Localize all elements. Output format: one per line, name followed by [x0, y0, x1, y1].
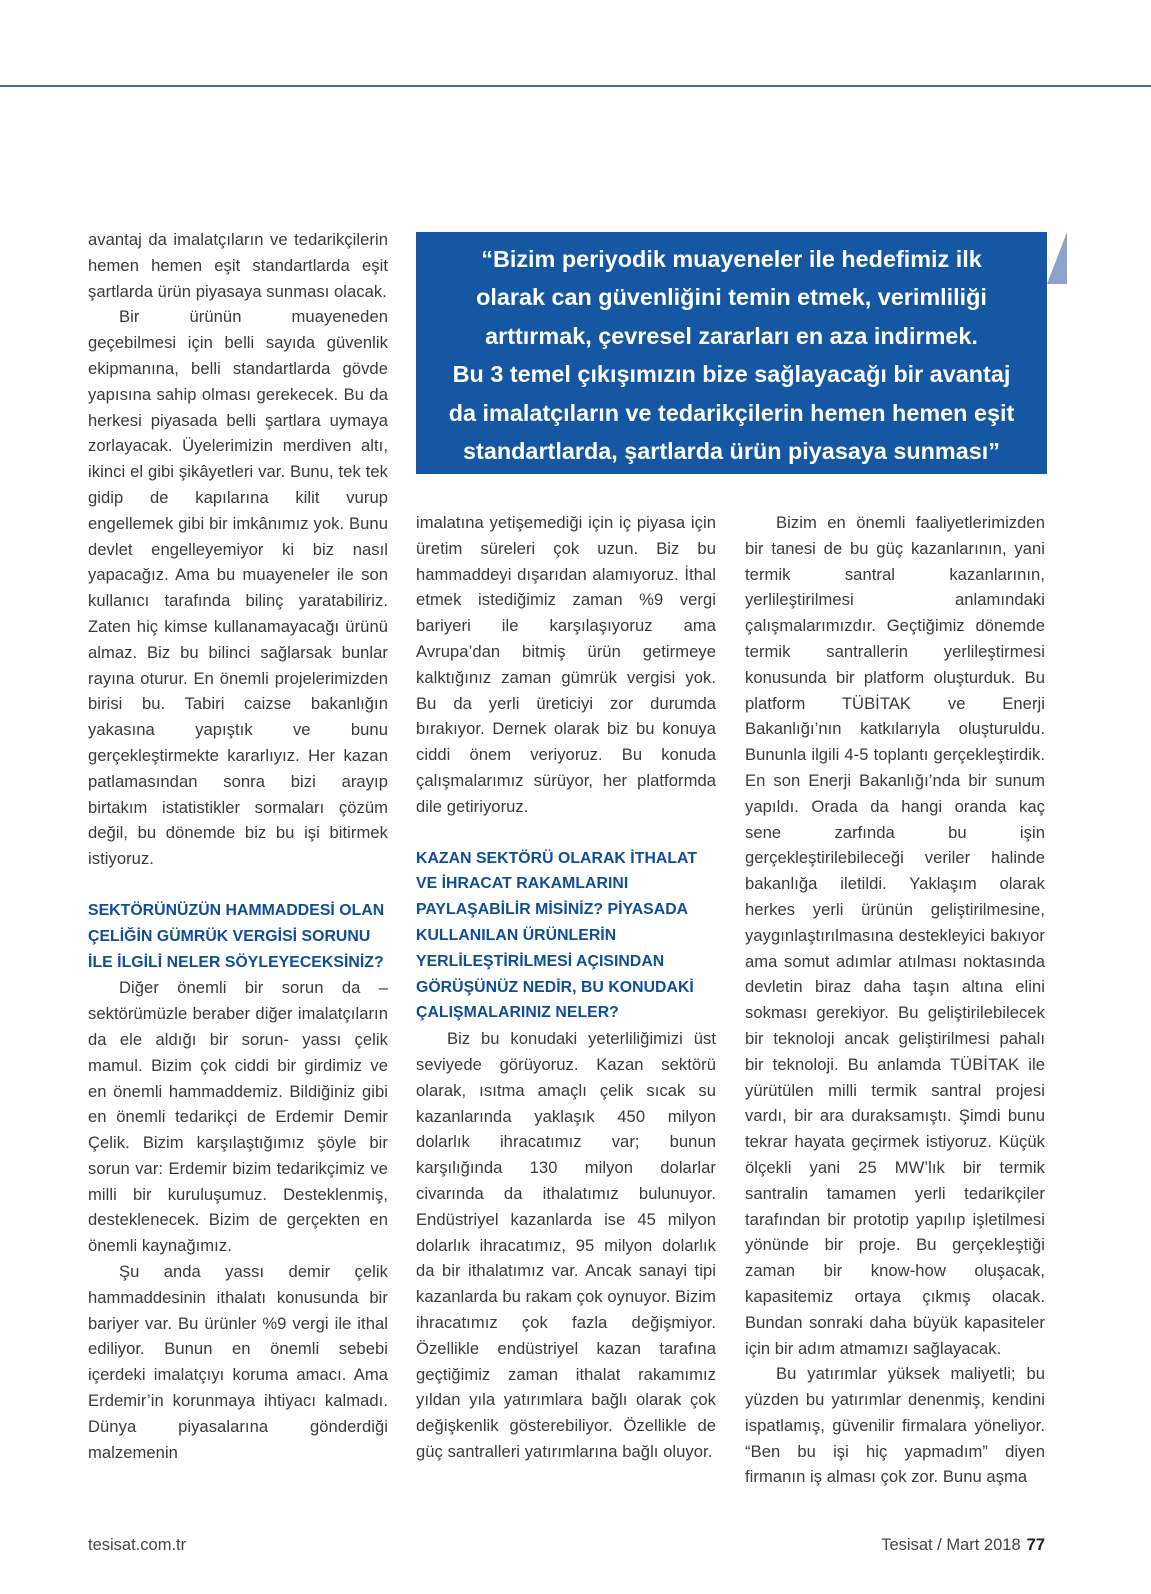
paragraph: imalatına yetişemediği için iç piyasa için üretim süreleri çok uzun. Biz bu hammaddeyi dışarıdan alamıyoruz. İthal etmek istediğimiz zaman %9 vergi bariyeri ile karşılaşıyoruz ama Avrupa’dan bitmiş ürün getirmeye kalktığınız zaman gümrük vergisi yok. Bu da yerli üreticiyi zor durumda bırakıyor. Dernek olarak biz bu konuya ciddi önem veriyoruz. Bu konuda çalışmalarımız sürüyor, her platformda dile getiriyoruz. — [416, 513, 716, 816]
pull-quote-line: “Bizim periyodik muayeneler ile hedefimiz ilk — [481, 246, 982, 272]
article-column-2 — [416, 510, 716, 1465]
paragraph: Bu yatırımlar yüksek maliyetli; bu yüzden bu yatırımlar denenmiş, kendini ispatlamış, güvenilir firmalara yöneliyor. “Ben bu işi hiç yapmadım” diyen firmanın iş alması çok zor. Bunu aşma — [745, 1364, 1045, 1487]
header-rule — [0, 85, 1151, 87]
pull-quote-line: standartlarda, şartlarda ürün piyasaya sunması” — [463, 438, 1000, 465]
pull-quote-line: arttırmak, çevresel zararları en aza indirmek. — [485, 322, 978, 349]
paragraph: avantaj da imalatçıların ve tedarikçilerin hemen hemen eşit standartlarda eşit şartlarda ürün piyasaya sunması olacak. — [88, 230, 388, 301]
paragraph: Bizim en önemli faaliyetlerimizden bir tanesi de bu güç kazanlarının, yani termik santral kazanlarının, yerlileştirilmesi anlamındaki çalışmalarımızdır. Geçtiğimiz dönemde termik santrallerin yerlileştirmesi konusunda bir platform oluşturduk. Bu platform TÜBİTAK ve Enerji Bakanlığı’nın katkılarıyla oluşturuldu. Bununla ilgili 4-5 toplantı gerçekleştirdik. En son Enerji Bakanlığı’nda bir sunum yapıldı. Orada da hangi oranda kaç sene zarfında bu işin gerçekleştirilebileceği veriler halinde bakanlığa iletildi. Yaklaşım olarak herkes yerli ürünün geliştirilmesine, yaygınlaştırılmasına destekleyici bakıyor ama somut adımlar atılması noktasında devletin biraz daha taşın altına elini sokması gerekiyor. Bu geliştirilebilecek bir teknoloji ancak geliştirilmesi pahalı bir teknoloji. Bu anlamda TÜBİTAK ile yürütülen milli termik santral projesi vardı, bir ara duraksamıştı. Şimdi bunu tekrar hayata geçirmek istiyoruz. Küçük ölçekli yani 25 MW’lık bir termik santralin tamamen yerli tedarikçiler tarafından bir prototip yapılıp işletilmesi yönünde bir proje. Bu gerçekleştiği zaman bir know-how oluşacak, kapasitemiz ortaya çıkmış olacak. Bundan sonraki daha büyük kapasiteler için bir adım atmamızı sağlayacak. — [745, 513, 1045, 1358]
pull-quote-line: Bu 3 temel çıkışımızın bize sağlayacağı bir avantaj — [452, 361, 1011, 388]
section-heading: KAZAN SEKTÖRÜ OLARAK İTHALAT VE İHRACAT RAKAMLARINI PAYLAŞABİLİR MİSİNİZ? PİYASADA KULLANILAN ÜRÜNLERİN YERLİLEŞTİRİLMESİ AÇISINDAN GÖRÜŞÜNÜZ NEDİR, BU KONUDAKİ ÇALIŞMALARINIZ NELER? — [416, 849, 698, 1022]
paragraph: Biz bu konudaki yeterliliğimizi üst seviyede görüyoruz. Kazan sektörü olarak, ısıtma amaçlı çelik sıcak su kazanlarında yaklaşık 450 milyon dolarlık ihracatımız var; bunun karşılığında 130 milyon dolarlar civarında da ithalatımız bulunuyor. Endüstriyel kazanlarda ise 45 milyon dolarlık ihracatımız, 95 milyon dolarlık da bir ithalatımız var. Ancak sanayi tipi kazanlarda bu rakam çok oynuyor. Bizim ihracatımız çok fazla değişmiyor. Özellikle endüstriyel kazan tarafına geçtiğimiz zaman ithalat rakamımız yıldan yıla yatırımlara bağlı olarak çok değişkenlik gösterebiliyor. Özellikle de güç santralleri yatırımlarına bağlı oluyor. — [416, 1029, 716, 1461]
pull-quote-line: olarak can güvenliğini temin etmek, verimliliği — [476, 284, 987, 311]
pull-quote-line: da imalatçıların ve tedarikçilerin hemen hemen eşit — [448, 399, 1015, 426]
paragraph: Diğer önemli bir sorun da –sektörümüzle beraber diğer imalatçıların da ele aldığı bir sorun- yassı çelik mamul. Bizim çok ciddi bir girdimiz ve en önemli hammaddemiz. Bildiğiniz gibi en önemli tedarikçi de Erdemir Demir Çelik. Bizim karşılaştığımız şöyle bir sorun var: Erdemir bizim tedarikçimiz ve milli bir kuruluşumuz. Desteklenmiş, desteklenecek. Bizim de gerçekten en önemli kaynağımız. — [88, 978, 388, 1256]
article-column-3 — [745, 510, 1045, 1490]
footer-issue — [881, 1536, 1045, 1555]
article-column-1 — [88, 227, 388, 1465]
footer-website: tesisat.com.tr — [88, 1536, 187, 1554]
paragraph: Şu anda yassı demir çelik hammaddesinin ithalatı konusunda bir bariyer var. Bu ürünler %9 vergi ile ithal ediliyor. Bunun en önemli sebebi içerdeki imalatçıyı koruma amacı. Ama Erdemir’in korunmaya ihtiyacı kalmadı. Dünya piyasalarına gönderdiği malzemenin — [88, 1262, 388, 1462]
pull-quote-corner — [1047, 232, 1067, 284]
pull-quote — [416, 232, 1047, 474]
section-heading: SEKTÖRÜNÜZÜN HAMMADDESİ OLAN ÇELİĞİN GÜMRÜK VERGİSİ SORUNU İLE İLGİLİ NELER SÖYLEYECEKSİNİZ? — [88, 901, 385, 971]
issue-label: Tesisat / Mart 2018 — [881, 1536, 1021, 1554]
paragraph: Bir ürünün muayeneden geçebilmesi için belli sayıda güvenlik ekipmanına, belli standartlarda gövde yapısına sahip olması gerekecek. Bu da herkesi piyasada belli şartlara uymaya zorlayacak. Üyelerimizin merdiven altı, ikinci el gibi şikâyetleri var. Bunu, tek tek gidip de kapılarına kilit vurup engellemek gibi bir imkânımız yok. Bunu devlet engelleyemiyor ki biz nasıl yapacağız. Ama bu muayeneler ile son kullanıcı tarafında bilinç yaratabiliriz. Zaten hiç kimse kullanamayacağı ürünü almaz. Biz bu bilinci sağlarsak bunlar rayına oturur. En önemli projelerimizden birisi bu. Tabiri caizse bakanlığın yakasına yapıştık ve bunu gerçekleştirmekte kararlıyız. Her kazan patlamasından sonra bizi arayıp birtakım istatistikler sormaları çözüm değil, bu dönemde biz bu işi bitirmek istiyoruz. — [88, 307, 388, 869]
page-number: 77 — [1026, 1536, 1045, 1554]
